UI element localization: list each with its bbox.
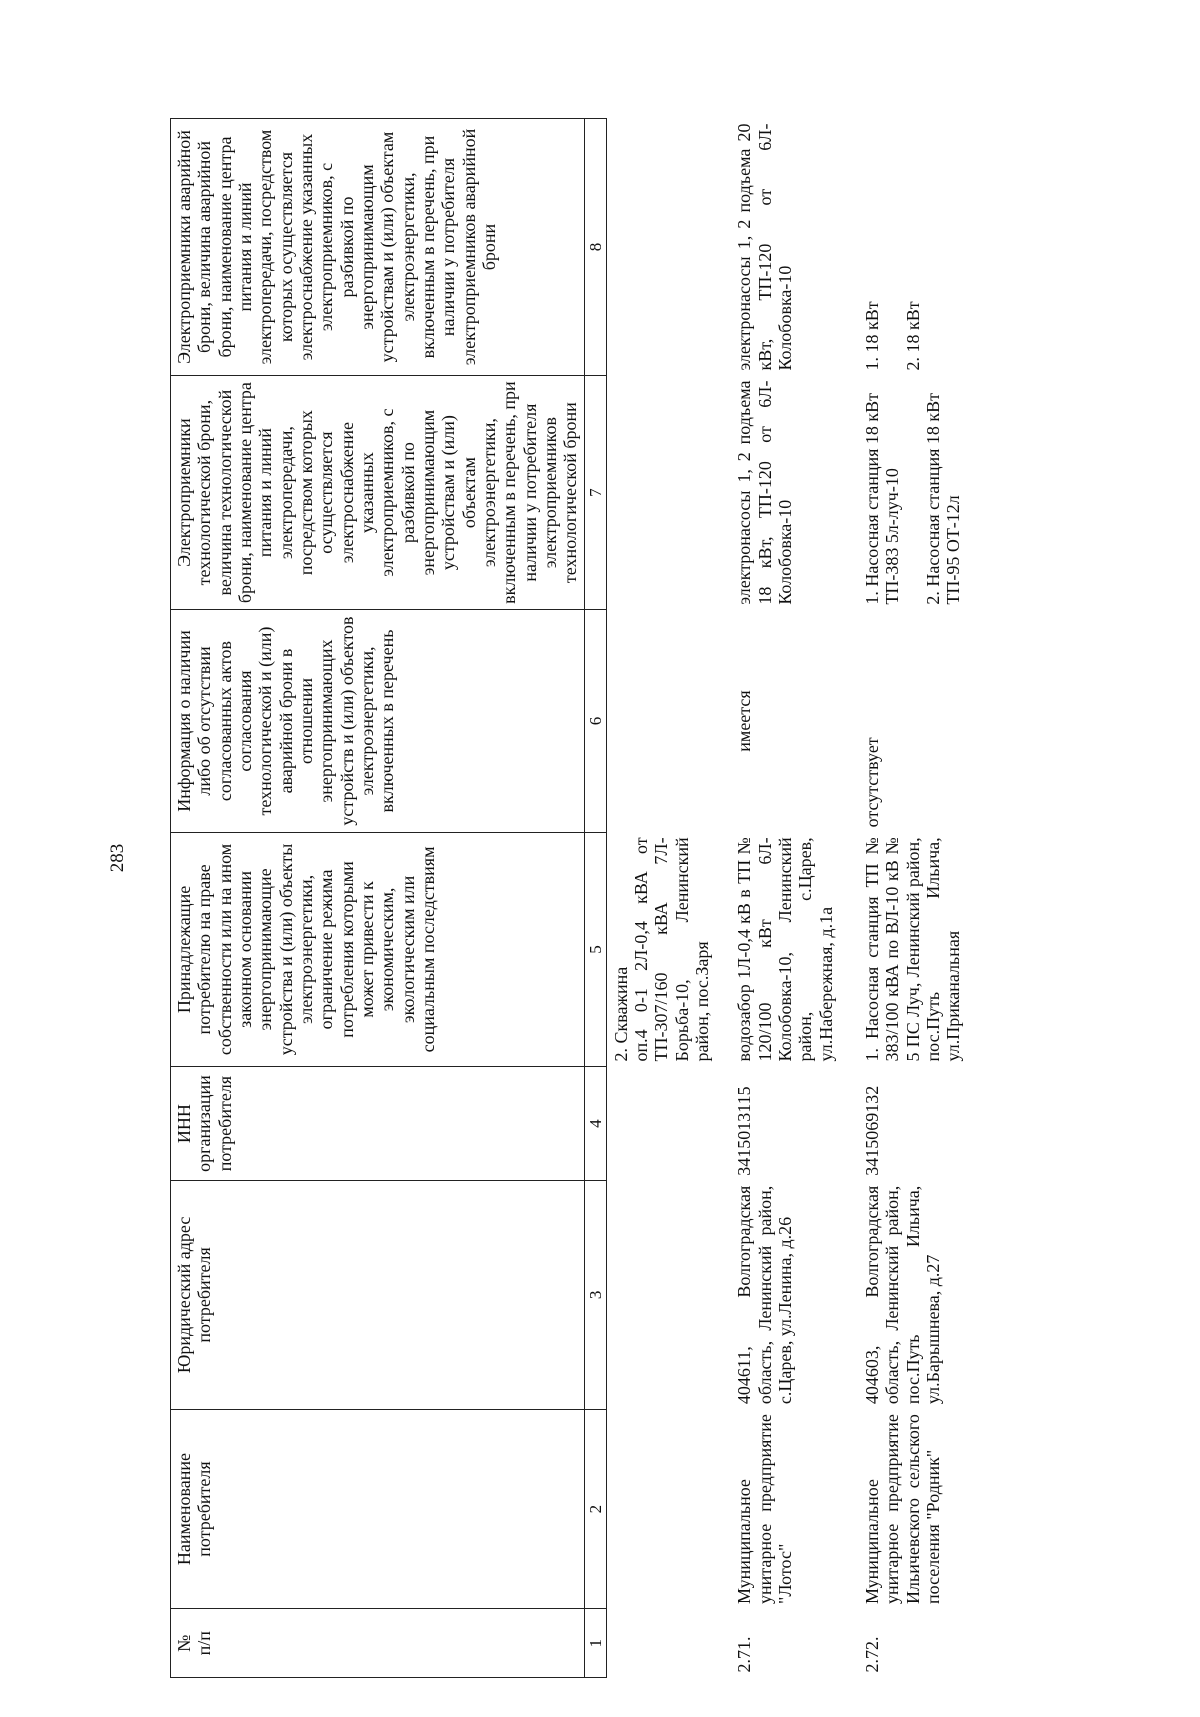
consumer-name: Муниципальное унитарное предприятие Ильичевского сельского поселения "Родник" [862,1414,944,1604]
table-row [854,119,982,1678]
header-address: Юридический адрес потребителя [171,1181,585,1409]
column-number-row [584,119,606,1678]
consumer-inn: 3415069132 [862,1085,883,1176]
column-number: 4 [584,1067,606,1181]
tech-reserve-cell: электронасосы 1, 2 подъема 18 кВт, ТП-120 от 6Л-Колобовка-10 [734,380,796,605]
column-number: 7 [584,376,606,610]
row-number: 2.71. [734,1636,755,1673]
page-number: 283 [107,843,128,873]
consumer-address: 404603, Волгоградская область, Ленинский район, пос.Путь Ильича, ул.Барышнева, д.27 [862,1185,944,1405]
emergency-reserve-cell: 1. 18 кВт 2. 18 кВт [862,301,923,371]
column-number: 5 [584,832,606,1066]
header-row [171,119,585,1678]
consumer-name: Муниципальное унитарное предприятие "Лотос" [734,1414,796,1604]
emergency-reserve-cell: электронасосы 1, 2 подъема 20 кВт, ТП-120 от 6Л-Колобовка-10 [734,123,796,371]
header-number: № п/п [171,1609,585,1678]
rotated-table-container [170,118,1200,1678]
consumer-inn: 3415013115 [734,1086,755,1176]
consumer-table [170,118,982,1678]
tech-reserve-cell: 1. Насосная станция 18 кВт ТП-383 5л-луч-10 2. Насосная станция 18 кВт ТП-95 ОТ-12л [862,392,964,605]
header-acts: Информация о наличии либо об отсутствии согласованных актов согласования технологической и (или) аварийной брони в отношении энергопринимающих устройств и (или) объектов электроэнергетики, включенных в перечень [171,610,585,833]
column-number: 3 [584,1181,606,1409]
acts-cell: имеется [734,690,755,752]
table-row [726,119,854,1678]
column-number: 2 [584,1409,606,1609]
acts-cell: отсутствует [862,737,883,828]
header-tech-reserve: Электроприемники технологической брони, величина технологической брони, наименование центра питания и линий электропередачи, посредством которых осуществляется электроснабжение указанных электроприемников, с разбивкой по энергопринимающим устройствам и (или) объектам электроэнергетики, включенным в перечень, при наличии у потребителя электроприемников технологической брони [171,376,585,610]
continuation-row [606,119,726,1678]
device-cell: 1. Насосная станция ТП № 383/100 кВА по ВЛ-10 кВ № 5 ПС Луч, Ленинский район, пос.Путь Ильича, ул.Приканальная [862,837,964,1062]
device-cell: водозабор 1Л-0,4 кВ в ТП № 120/100 кВт 6Л-Колобовка-10, Ленинский район, с.Царев, ул.Набережная, д.1а [734,837,836,1062]
row-number: 2.72. [862,1636,883,1673]
header-name: Наименование потребителя [171,1409,585,1609]
header-emergency-reserve: Электроприемники аварийной брони, величина аварийной брони, наименование центра питания и линий электропередачи, посредством которых осуществляется электроснабжение указанных электроприемников, с разбивкой по энергопринимающим устройствам и (или) объектам электроэнергетики, включенным в перечень, при наличии у потребителя электроприемников аварийной брони [171,119,585,376]
column-number: 1 [584,1609,606,1678]
header-devices: Принадлежащие потребителю на праве собственности или на ином законном основании энергопринимающие устройства и (или) объекты электроэнергетики, ограничение режима потребления которыми может привести к экономическим, экологическим или социальным последствиям [171,832,585,1066]
header-inn: ИНН организации потребителя [171,1067,585,1181]
device-cell: 2. Скважина оп.4 0-1 2Л-0,4 кВА от ТП-307/160 кВА 7Л-Борьба-10, Ленинский район, пос.Заря [610,837,713,1062]
column-number: 8 [584,119,606,376]
consumer-address: 404611, Волгоградская область, Ленинский район, с.Царев, ул.Ленина, д.26 [734,1185,796,1405]
column-number: 6 [584,610,606,833]
